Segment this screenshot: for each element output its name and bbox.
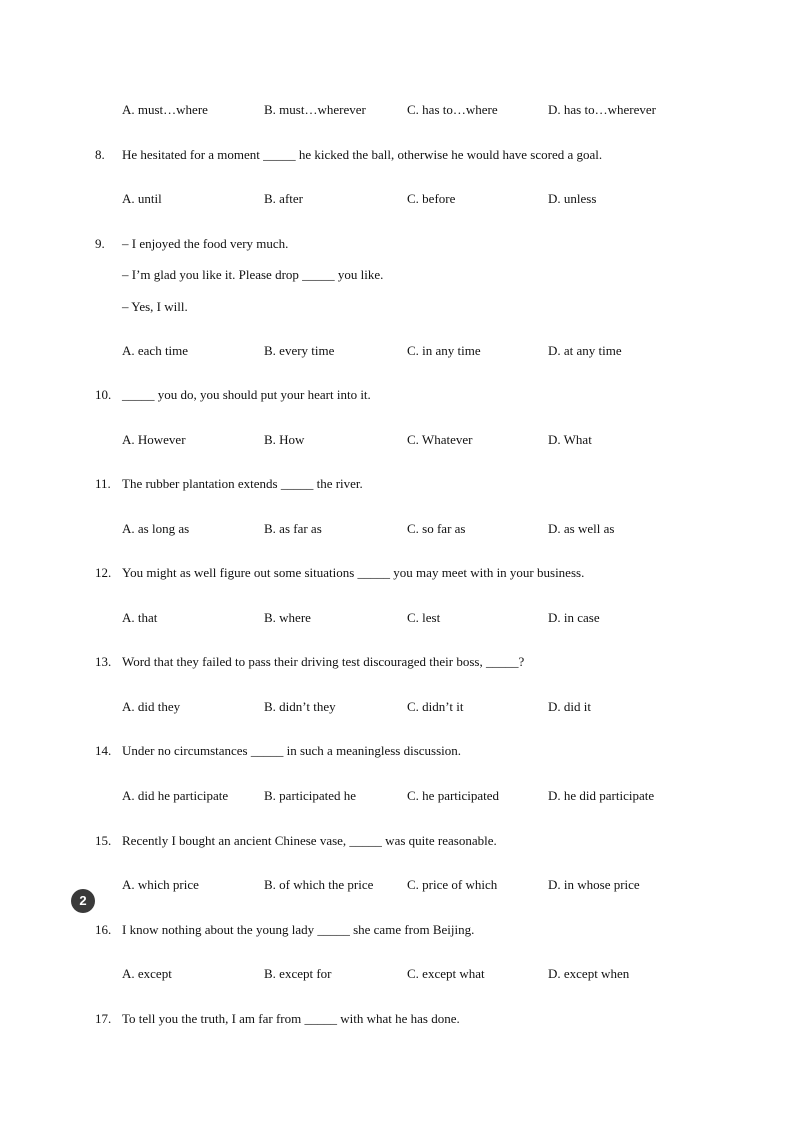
option-a: A. did he participate xyxy=(122,788,229,803)
option-d: D. in case xyxy=(548,610,600,625)
question-text: _____ you do, you should put your heart into it. xyxy=(122,387,371,402)
option-b: B. every time xyxy=(264,343,335,358)
question-text: Recently I bought an ancient Chinese vase, _____ was quite reasonable. xyxy=(122,833,497,848)
question-number: 17. xyxy=(95,1011,112,1026)
option-a: A. each time xyxy=(122,343,189,358)
question-text: You might as well figure out some situations _____ you may meet with in your business. xyxy=(122,565,585,580)
dialogue-line-1: – I enjoyed the food very much. xyxy=(122,236,289,251)
option-d: D. in whose price xyxy=(548,877,640,892)
option-b: B. after xyxy=(264,191,303,206)
option-a: A. as long as xyxy=(122,521,190,536)
question-number: 15. xyxy=(95,833,112,848)
question-text: To tell you the truth, I am far from _____ with what he has done. xyxy=(122,1011,460,1026)
question-number: 16. xyxy=(95,922,112,937)
option-a: A. which price xyxy=(122,877,199,892)
option-b: B. where xyxy=(264,610,311,625)
option-b: B. participated he xyxy=(264,788,357,803)
option-d: D. except when xyxy=(548,966,630,981)
option-c: C. he participated xyxy=(407,788,500,803)
option-a: A. that xyxy=(122,610,158,625)
option-a: A. until xyxy=(122,191,162,206)
option-b: B. How xyxy=(264,432,305,447)
option-b: B. must…wherever xyxy=(264,102,366,117)
option-d: D. has to…wherever xyxy=(548,102,656,117)
question-number: 10. xyxy=(95,387,112,402)
dialogue-line-2: – I’m glad you like it. Please drop _____ you like. xyxy=(122,267,384,282)
option-c: C. Whatever xyxy=(407,432,473,447)
option-b: B. of which the price xyxy=(264,877,374,892)
option-d: D. as well as xyxy=(548,521,615,536)
option-c: C. except what xyxy=(407,966,485,981)
question-text: The rubber plantation extends _____ the river. xyxy=(122,476,363,491)
option-d: D. at any time xyxy=(548,343,622,358)
question-number: 13. xyxy=(95,654,112,669)
option-d: D. did it xyxy=(548,699,591,714)
option-b: B. except for xyxy=(264,966,332,981)
option-c: C. didn’t it xyxy=(407,699,464,714)
question-text: I know nothing about the young lady _____ she came from Beijing. xyxy=(122,922,475,937)
option-c: C. has to…where xyxy=(407,102,498,117)
question-number: 14. xyxy=(95,743,112,758)
page-number-badge: 2 xyxy=(71,889,95,913)
question-number: 9. xyxy=(95,236,105,251)
option-a: A. must…where xyxy=(122,102,208,117)
option-c: C. before xyxy=(407,191,456,206)
option-d: D. What xyxy=(548,432,592,447)
question-text: Under no circumstances _____ in such a meaningless discussion. xyxy=(122,743,462,758)
option-a: A. However xyxy=(122,432,186,447)
option-c: C. lest xyxy=(407,610,441,625)
option-c: C. so far as xyxy=(407,521,466,536)
option-a: A. did they xyxy=(122,699,181,714)
question-number: 11. xyxy=(95,476,111,491)
option-b: B. as far as xyxy=(264,521,322,536)
question-number: 12. xyxy=(95,565,112,580)
option-d: D. he did participate xyxy=(548,788,655,803)
option-c: C. price of which xyxy=(407,877,498,892)
question-number: 8. xyxy=(95,147,105,162)
option-c: C. in any time xyxy=(407,343,481,358)
dialogue-line-3: – Yes, I will. xyxy=(122,299,188,314)
option-b: B. didn’t they xyxy=(264,699,336,714)
option-a: A. except xyxy=(122,966,172,981)
option-d: D. unless xyxy=(548,191,597,206)
question-text: He hesitated for a moment _____ he kicked the ball, otherwise he would have scored a goal. xyxy=(122,147,603,162)
question-text: Word that they failed to pass their driving test discouraged their boss, _____? xyxy=(122,654,525,669)
